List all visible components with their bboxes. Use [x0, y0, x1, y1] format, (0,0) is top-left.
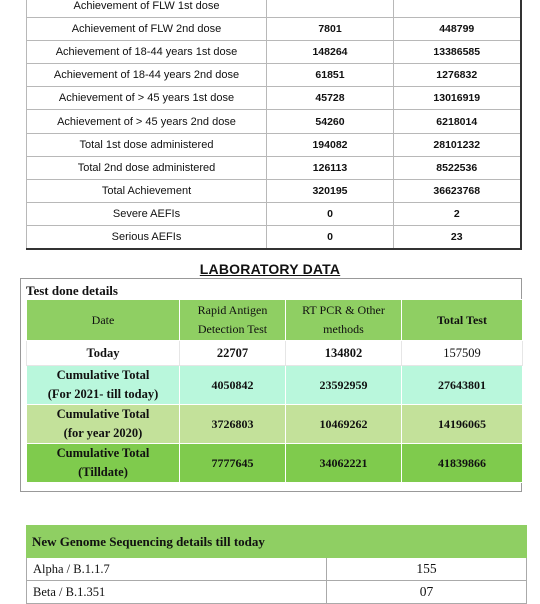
cumulative-value: 13016919: [394, 87, 521, 110]
today-value: 0: [267, 202, 394, 225]
row-label: Severe AEFIs: [27, 202, 267, 225]
genome-title: New Genome Sequencing details till today: [27, 526, 527, 558]
today-value: 0: [267, 225, 394, 249]
row-label: Achievement of FLW 2nd dose: [27, 18, 267, 41]
row-label: Achievement of > 45 years 2nd dose: [27, 110, 267, 133]
row-label-line2: (Tilldate): [78, 465, 128, 479]
table-row: [27, 156, 521, 179]
table-row-today: [27, 341, 523, 366]
total-value: 27643801: [402, 366, 523, 405]
table-row-cumulative-2021: [27, 366, 523, 405]
row-label: [27, 444, 180, 483]
cumulative-value: 1276832: [394, 64, 521, 87]
row-label-line2: (for year 2020): [63, 426, 143, 440]
cumulative-value: [394, 0, 521, 18]
today-value: 54260: [267, 110, 394, 133]
row-label: Achievement of 18-44 years 1st dose: [27, 41, 267, 64]
row-label: Achievement of > 45 years 1st dose: [27, 87, 267, 110]
rat-value: 3726803: [180, 405, 286, 444]
total-value: 157509: [402, 341, 523, 366]
today-value: 7801: [267, 18, 394, 41]
table-row: [27, 41, 521, 64]
row-label: Today: [27, 341, 180, 366]
row-label: Achievement of FLW 1st dose: [27, 0, 267, 18]
cumulative-value: 8522536: [394, 156, 521, 179]
today-value: 126113: [267, 156, 394, 179]
lab-subtitle: Test done details: [26, 283, 118, 298]
table-row: [27, 64, 521, 87]
row-label: Achievement of 18-44 years 2nd dose: [27, 64, 267, 87]
cumulative-value: 23: [394, 225, 521, 249]
row-label: Total 2nd dose administered: [27, 156, 267, 179]
header-total-test: Total Test: [402, 300, 523, 341]
table-header-row: [27, 300, 523, 341]
rat-value: 4050842: [180, 366, 286, 405]
row-label: Total Achievement: [27, 179, 267, 202]
row-label-line2: (For 2021- till today): [47, 387, 159, 401]
row-label-line1: Cumulative Total: [56, 368, 150, 382]
header-rapid-antigen-line1: Rapid Antigen: [197, 303, 268, 317]
table-row: [27, 110, 521, 133]
table-header-row: [27, 526, 527, 558]
today-value: 320195: [267, 179, 394, 202]
header-rtpcr: [286, 300, 402, 341]
cumulative-value: 36623768: [394, 179, 521, 202]
rtpcr-value: 134802: [286, 341, 402, 366]
table-row: [27, 18, 521, 41]
rat-value: 22707: [180, 341, 286, 366]
lab-section-title: LABORATORY DATA: [199, 261, 341, 277]
cumulative-value: 28101232: [394, 133, 521, 156]
row-label-line1: Cumulative Total: [56, 446, 150, 460]
table-row: [27, 225, 521, 249]
rat-value: 7777645: [180, 444, 286, 483]
table-row-cumulative-tilldate: [27, 444, 523, 483]
row-label: Serious AEFIs: [27, 225, 267, 249]
variant-name: Alpha / B.1.1.7: [27, 558, 327, 581]
cumulative-value: 13386585: [394, 41, 521, 64]
today-value: 194082: [267, 133, 394, 156]
header-rapid-antigen: [180, 300, 286, 341]
header-rtpcr-line2: methods: [323, 322, 364, 336]
cumulative-value: 2: [394, 202, 521, 225]
lab-test-table: [26, 299, 523, 483]
row-label: Total 1st dose administered: [27, 133, 267, 156]
total-value: 41839866: [402, 444, 523, 483]
table-row: [27, 558, 527, 581]
table-row-cumulative-2020: [27, 405, 523, 444]
table-row: [27, 581, 527, 604]
row-label: [27, 366, 180, 405]
row-label: [27, 405, 180, 444]
today-value: 45728: [267, 87, 394, 110]
table-row: [27, 87, 521, 110]
cumulative-value: 6218014: [394, 110, 521, 133]
row-label-line1: Cumulative Total: [56, 407, 150, 421]
today-value: [267, 0, 394, 18]
today-value: 61851: [267, 64, 394, 87]
table-row: [27, 179, 521, 202]
variant-name: Beta / B.1.351: [27, 581, 327, 604]
header-date: Date: [27, 300, 180, 341]
total-value: 14196065: [402, 405, 523, 444]
genome-sequencing-table: [26, 525, 527, 604]
cumulative-value: 448799: [394, 18, 521, 41]
variant-count: 155: [327, 558, 527, 581]
today-value: 148264: [267, 41, 394, 64]
header-rtpcr-line1: RT PCR & Other: [302, 303, 385, 317]
rtpcr-value: 10469262: [286, 405, 402, 444]
table-row: [27, 0, 521, 18]
rtpcr-value: 23592959: [286, 366, 402, 405]
header-rapid-antigen-line2: Detection Test: [197, 322, 268, 336]
variant-count: 07: [327, 581, 527, 604]
rtpcr-value: 34062221: [286, 444, 402, 483]
table-row: [27, 133, 521, 156]
vaccination-table: [26, 0, 522, 250]
table-row: [27, 202, 521, 225]
